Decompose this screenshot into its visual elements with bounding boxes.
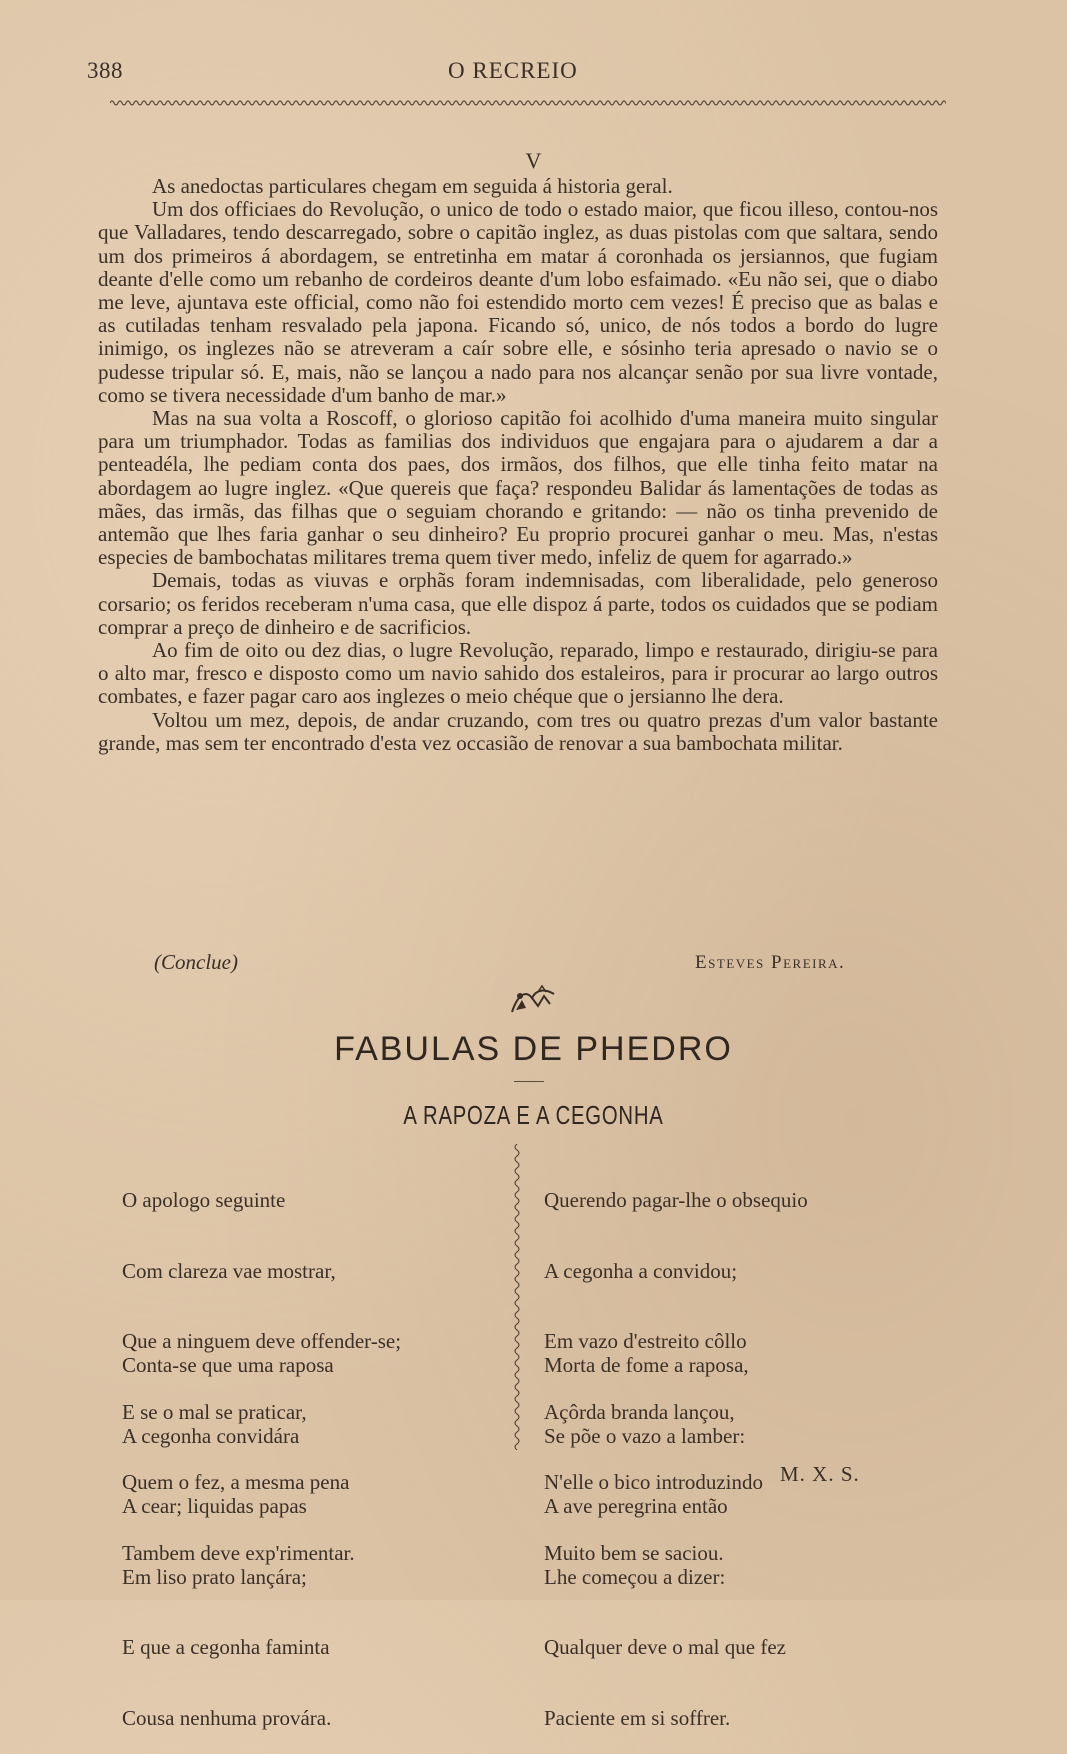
- fable-signature: M. X. S.: [780, 1462, 860, 1486]
- story-text: [98, 175, 938, 755]
- verse-line: Com clareza vae mostrar,: [122, 1258, 336, 1283]
- verse-line: Se põe o vazo a lamber:: [544, 1423, 746, 1448]
- section-number: V: [525, 148, 542, 173]
- continued-note: (Conclue): [154, 950, 238, 974]
- header-wavy-rule: [110, 98, 946, 108]
- verse-column-right: [544, 1307, 786, 1754]
- story-paragraph: Voltou um mez, depois, de andar cruzando, com tres ou quatro prezas d'um valor bastante grande, mas sem ter encontrado d'esta vez occasião de renovar a sua bambochata militar.: [98, 707, 938, 755]
- verse-line: Querendo pagar-lhe o obsequio: [544, 1188, 808, 1212]
- verse-line: Qualquer deve o mal que fez: [544, 1635, 786, 1659]
- verse-line: E se o mal se praticar,: [122, 1399, 307, 1424]
- verse-line: N'elle o bico introduzindo: [544, 1470, 763, 1494]
- verse-line: A cegonha a convidou;: [544, 1258, 738, 1283]
- verse-column-left: [122, 1307, 334, 1754]
- verse-line: A cegonha convidára: [122, 1423, 300, 1448]
- divider-rule: [514, 1081, 544, 1082]
- verse-line: E que a cegonha faminta: [122, 1635, 330, 1659]
- verse-line: Cousa nenhuma provára.: [122, 1705, 332, 1730]
- verse-line: Conta-se que uma raposa: [122, 1353, 334, 1377]
- verse-line: Tambem deve exp'rimentar.: [122, 1540, 355, 1565]
- author-name: Esteves Pereira.: [695, 952, 846, 973]
- verse-line: A cear; liquidas papas: [122, 1494, 307, 1518]
- page-number: 388: [87, 58, 123, 83]
- verse-line: Lhe começou a dizer:: [544, 1564, 726, 1589]
- column-divider: [511, 1144, 523, 1450]
- verse-line: Em liso prato lançára;: [122, 1564, 307, 1589]
- story-paragraph: Ao fim de oito ou dez dias, o lugre Revolução, reparado, limpo e restaurado, dirigiu-se para o alto mar, fresco e disposto como um navio sahido dos estaleiros, para ir procurar ao largo outros combates, e fazer pagar caro aos inglezes o meio chéque que o jersianno lhe dera.: [98, 638, 938, 709]
- story-paragraph: Demais, todas as viuvas e orphãs foram indemnisadas, com liberalidade, pelo generoso corsario; os feridos receberam n'uma casa, que elle dispoz á parte, todos os cuidados que se podiam comprar a preço de dinheiro e de sacrificios.: [98, 568, 938, 639]
- verse-line: Açôrda branda lançou,: [544, 1399, 735, 1424]
- verse-line: Muito bem se saciou.: [544, 1540, 724, 1565]
- journal-title: O RECREIO: [448, 58, 578, 83]
- verse-line: O apologo seguinte: [122, 1188, 286, 1212]
- verse-line: Em vazo d'estreito côllo: [544, 1329, 747, 1353]
- floral-ornament-icon: [508, 984, 558, 1018]
- section-title: FABULAS DE PHEDRO: [334, 1030, 733, 1068]
- verse-line: Quem o fez, a mesma pena: [122, 1470, 350, 1494]
- story-paragraph: Mas na sua volta a Roscoff, o glorioso capitão foi acolhido d'uma maneira muito singular para um triumphador. Todas as familias dos individuos que engajara para o ajudarem a dar a penteadéla, lhe pediam conta dos paes, dos irmãos, dos filhos, que elle tinha feito matar na abordagem ao lugre inglez. «Que quereis que faça? respondeu Balidar ás lamentações de todas as mães, das irmãs, das filhas que o seguiam chorando e gritando: — não os tinha prevenido de antemão que lhes faria ganhar o seu dinheiro? Eu proprio procurei ganhar o meu. Mas, n'estas especies de bambochatas militares trema quem tiver medo, infeliz de quem for agarrado.»: [98, 406, 938, 570]
- fable-title: A RAPOZA E A CEGONHA: [403, 1100, 664, 1130]
- verse-line: A ave peregrina então: [544, 1494, 728, 1518]
- story-paragraph: Um dos officiaes do Revolução, o unico de todo o estado maior, que ficou illeso, contou-nos que Valladares, tendo descarregado, sobre o capitão inglez, as duas pistolas com que saltara, sendo um dos primeiros á abordagem, se entretinha em matar á coronhada os jersiannos, que fugiam deante d'elle como um rebanho de cordeiros deante d'um lobo esfaimado. «Eu não sei, que o diabo me leve, ajuntava este official, como não foi estendido morto cem vezes! É preciso que as balas e as cutiladas tenham resvalado pela japona. Ficando só, unico, de nós todos a bordo do lugre inimigo, os inglezes não se atreveram a caír sobre elle, e sósinho teria apresado o navio se o pudesse tripular só. E, mais, não se lançou a nado para nos alcançar senão por sua livre vontade, como se tivera necessidade d'um banho de mar.»: [98, 197, 938, 407]
- verse-line: Que a ninguem deve offender-se;: [122, 1329, 402, 1353]
- verse-line: Morta de fome a raposa,: [544, 1353, 749, 1377]
- verse-line: Paciente em si soffrer.: [544, 1705, 731, 1730]
- story-paragraph: As anedoctas particulares chegam em seguida á historia geral.: [152, 174, 673, 198]
